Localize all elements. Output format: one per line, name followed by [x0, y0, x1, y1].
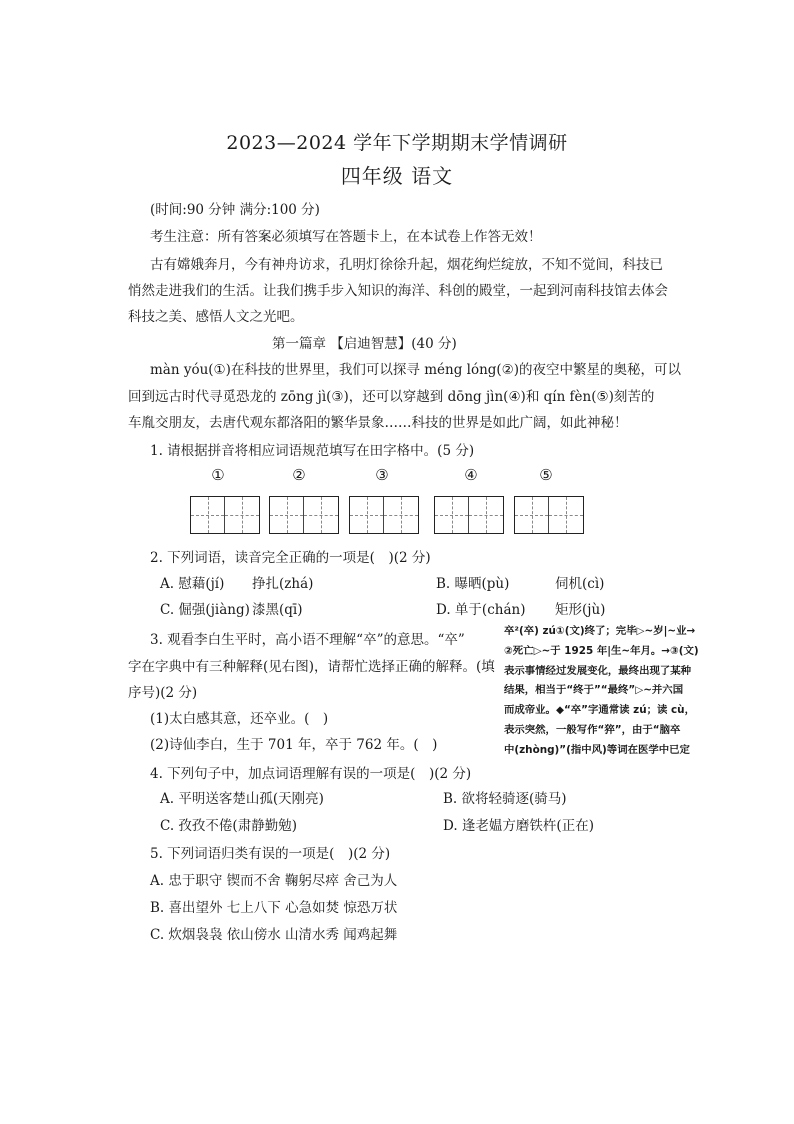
- question-3-line-1: 3. 观看李白生平时，高小语不理解“卒”的意思。“卒”: [150, 632, 465, 648]
- question-1: 1. 请根据拼音将相应词语规范填写在田字格中。(5 分): [150, 443, 475, 459]
- q2-option-a: A. 慰藉(jí): [160, 576, 225, 592]
- grid-cell[interactable]: [225, 497, 259, 533]
- q2-option-a2: 挣扎(zhá): [252, 576, 314, 592]
- q4-option-b: B. 欲将轻骑逐(骑马): [443, 791, 567, 807]
- exam-notice: 考生注意：所有答案必须填写在答题卡上，在本试卷上作答无效！: [150, 229, 542, 245]
- exam-title: 2023—2024 学年下学期期末学情调研: [226, 132, 568, 154]
- question-3-line-3: 序号)(2 分): [128, 685, 198, 701]
- answer-grid-3[interactable]: [349, 496, 419, 534]
- dictionary-line: 表示事情经过发展变化，最终出现了某种: [504, 664, 692, 677]
- time-score-info: (时间:90 分钟 满分:100 分): [150, 202, 320, 218]
- dictionary-line: 卒²(卒) zú①(文)终了；完毕▷~岁|~业→: [504, 625, 696, 637]
- passage-line-1: màn yóu(①)在科技的世界里，我们可以探寻 méng lóng(②)的夜空中繁星的奥秘，可以: [150, 362, 682, 378]
- dictionary-line: 中(zhòng)”(指中风)等词在医学中已定: [504, 743, 690, 756]
- passage-line-3: 车胤交朋友，去唐代观东都洛阳的繁华景象……科技的世界是如此广阔，如此神秘！: [128, 415, 628, 431]
- dictionary-line: 结果，相当于“终于”“最终”▷~并六国: [504, 684, 684, 697]
- q2-option-b: B. 曝晒(pù): [436, 576, 510, 592]
- grid-cell[interactable]: [270, 497, 304, 533]
- grid-cell[interactable]: [350, 497, 384, 533]
- grid-label-2: ②: [292, 466, 306, 484]
- answer-grid-4[interactable]: [434, 496, 504, 534]
- answer-grid-5[interactable]: [514, 496, 584, 534]
- intro-line-2: 悄然走进我们的生活。让我们携手步入知识的海洋、科创的殿堂，一起到河南科技馆去体会: [128, 283, 668, 299]
- answer-grid-2[interactable]: [269, 496, 339, 534]
- q3-sentence-1: (1)太白感其意，还卒业。( ): [150, 711, 329, 727]
- question-2: 2. 下列词语，读音完全正确的一项是( )(2 分): [150, 550, 431, 566]
- dictionary-entry: [504, 622, 699, 761]
- exam-subtitle: 四年级 语文: [340, 164, 454, 188]
- q4-option-a: A. 平明送客楚山孤(天刚亮): [160, 791, 324, 807]
- grid-cell[interactable]: [515, 497, 549, 533]
- dictionary-line: ②死亡▷~于 1925 年|生~年月。→③(文): [504, 644, 699, 657]
- grid-label-1: ①: [211, 466, 225, 484]
- dictionary-line: 而成帝业。◆“卒”字通常读 zú；读 cù，: [504, 704, 695, 717]
- chapter-heading: 第一篇章 【启迪智慧】(40 分): [272, 336, 457, 352]
- grid-label-5: ⑤: [539, 466, 553, 484]
- q5-option-a: A. 忠于职守 锲而不舍 鞠躬尽瘁 舍己为人: [150, 873, 398, 889]
- q2-option-b2: 伺机(cì): [555, 576, 605, 592]
- grid-cell[interactable]: [469, 497, 503, 533]
- q2-option-c2: 漆黑(qī): [252, 602, 303, 618]
- grid-label-4: ④: [464, 466, 478, 484]
- q2-option-d2: 矩形(jù): [555, 602, 606, 618]
- grid-label-3: ③: [375, 466, 389, 484]
- question-5: 5. 下列词语归类有误的一项是( )(2 分): [150, 846, 391, 862]
- grid-cell[interactable]: [191, 497, 225, 533]
- dictionary-line: 表示突然，一般写作“猝”，由于“脑卒: [504, 723, 681, 736]
- passage-line-2: 回到远古时代寻觅恐龙的 zōng jì(③)，还可以穿越到 dōng jìn(④)和 qín fèn(⑤)刻苦的: [128, 389, 655, 405]
- q4-option-d: D. 逢老媪方磨铁杵(正在): [443, 818, 594, 834]
- grid-cell[interactable]: [304, 497, 338, 533]
- q2-option-c: C. 倔强(jiàng): [160, 602, 250, 618]
- intro-line-1: 古有嫦娥奔月，今有神舟访求，孔明灯徐徐升起，烟花绚烂绽放，不知不觉间，科技已: [150, 257, 663, 273]
- question-3-line-2: 字在字典中有三种解释(见右图)，请帮忙选择正确的解释。(填: [128, 659, 495, 675]
- q5-option-c: C. 炊烟袅袅 依山傍水 山清水秀 闻鸡起舞: [150, 927, 398, 943]
- answer-grid-1[interactable]: [190, 496, 260, 534]
- intro-line-3: 科技之美、感悟人文之光吧。: [128, 309, 304, 325]
- q3-sentence-2: (2)诗仙李白，生于 701 年，卒于 762 年。( ): [150, 737, 438, 753]
- q2-option-d: D. 单于(chán): [436, 602, 526, 618]
- q5-option-b: B. 喜出望外 七上八下 心急如焚 惊恐万状: [150, 900, 398, 916]
- grid-cell[interactable]: [384, 497, 418, 533]
- q4-option-c: C. 孜孜不倦(肃静勤勉): [160, 818, 297, 834]
- grid-cell[interactable]: [435, 497, 469, 533]
- question-4: 4. 下列句子中，加点词语理解有误的一项是( )(2 分): [150, 766, 472, 782]
- grid-cell[interactable]: [549, 497, 583, 533]
